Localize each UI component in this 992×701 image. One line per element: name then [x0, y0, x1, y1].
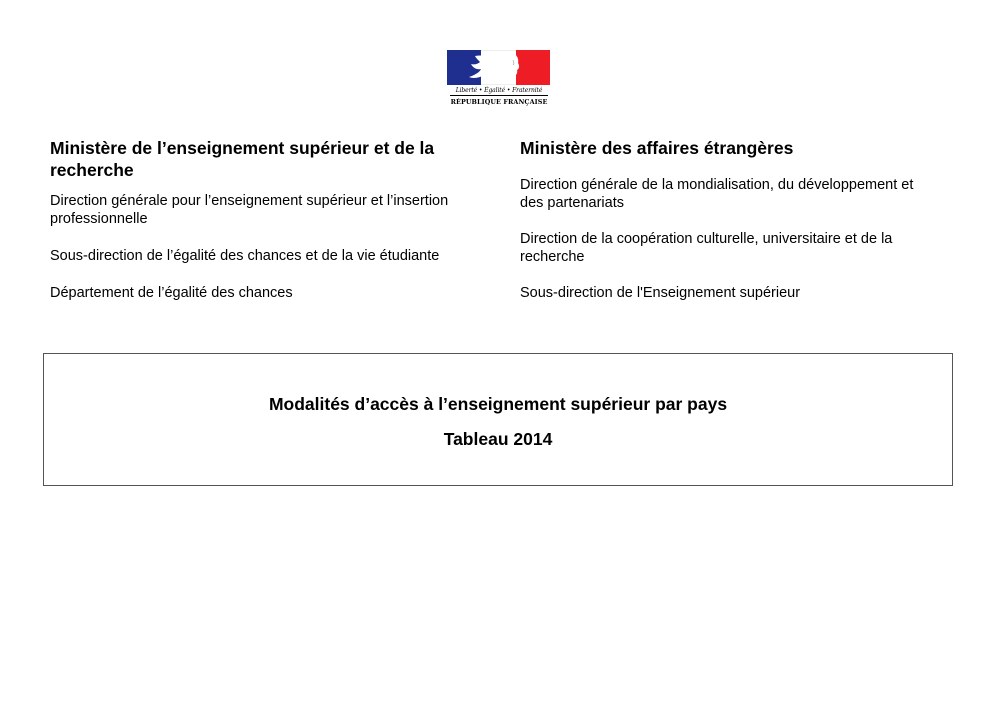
left-direction-3: Département de l’égalité des chances [50, 285, 293, 301]
logo-divider [450, 95, 548, 96]
right-column [520, 137, 920, 320]
right-ministry-heading: Ministère des affaires étrangères [520, 138, 794, 158]
left-direction-2: Sous-direction de l’égalité des chances et de la vie étudiante [50, 248, 440, 264]
document-title: Modalités d’accès à l’enseignement supérieur par pays [268, 394, 728, 414]
document-subtitle: Tableau 2014 [443, 429, 553, 449]
title-box [43, 353, 953, 486]
logo-motto: Liberté • Égalité • Fraternité [455, 87, 543, 94]
logo-republic-text: RÉPUBLIQUE FRANÇAISE [450, 98, 548, 106]
marianne-icon [447, 50, 550, 85]
left-ministry-heading: Ministère de l’enseignement supérieur et de la recherche [50, 138, 435, 180]
left-column [50, 137, 480, 321]
left-direction-1: Direction générale pour l’enseignement supérieur et l’insertion professionnelle [50, 193, 449, 227]
right-direction-2: Direction de la coopération culturelle, universitaire et de la recherche [520, 231, 893, 265]
republique-francaise-logo [447, 50, 551, 112]
tricolor-flag [447, 50, 550, 85]
right-direction-1: Direction générale de la mondialisation, du développement et des partenariats [520, 177, 914, 211]
right-direction-3: Sous-direction de l'Enseignement supérieur [520, 285, 801, 301]
